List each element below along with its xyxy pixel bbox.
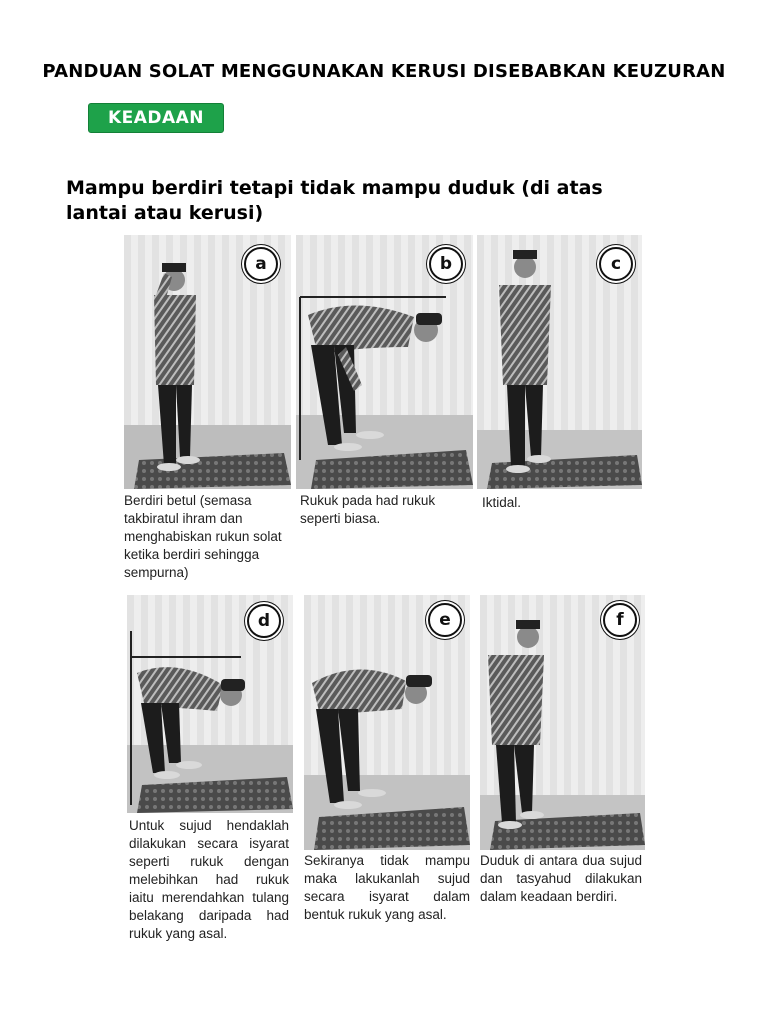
keadaan-badge: KEADAAN <box>88 103 224 133</box>
step-label-e: e <box>428 603 462 637</box>
panel-step-f <box>480 595 645 850</box>
page-title: PANDUAN SOLAT MENGGUNAKAN KERUSI DISEBABKAN KEUZURAN <box>42 61 726 82</box>
caption-f: Duduk di antara dua sujud dan tasyahud dilakukan dalam keadaan berdiri. <box>480 853 642 904</box>
caption-a: Berdiri betul (semasa takbiratul ihram dan menghabiskan rukun solat ketika berdiri sehingga sempurna) <box>124 493 282 580</box>
panel-step-d <box>127 595 293 813</box>
caption-d: Untuk sujud hendaklah dilakukan secara isyarat seperti rukuk dengan melebihkan had rukuk iaitu merendahkan tulang belakang daripada had rukuk yang asal. <box>129 818 289 941</box>
step-label-a: a <box>244 247 278 281</box>
step-label-b: b <box>429 247 463 281</box>
section-subtitle: Mampu berdiri tetapi tidak mampu duduk (di atas lantai atau kerusi) <box>66 177 603 224</box>
step-label-c: c <box>599 247 633 281</box>
panel-step-b <box>296 235 473 489</box>
caption-c: Iktidal. <box>482 495 522 510</box>
panel-step-a <box>124 235 291 489</box>
caption-e: Sekiranya tidak mampu maka lakukanlah sujud secara isyarat dalam bentuk rukuk yang asal. <box>304 853 470 922</box>
panel-step-e <box>304 595 470 850</box>
panel-step-c <box>477 235 642 489</box>
caption-b: Rukuk pada had rukuk seperti biasa. <box>300 493 436 526</box>
step-label-d: d <box>247 604 281 638</box>
step-label-f: f <box>603 603 637 637</box>
